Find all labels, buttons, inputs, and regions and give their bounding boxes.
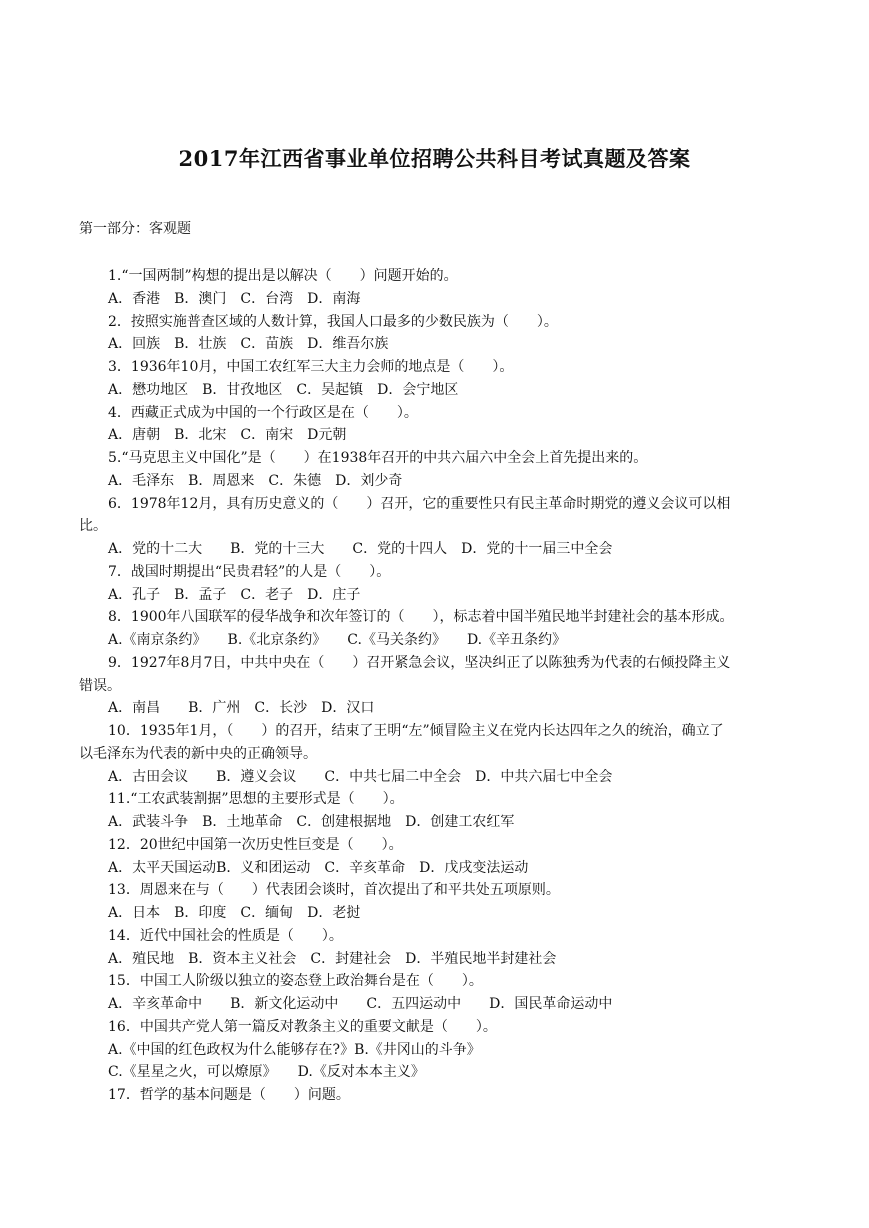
text-line: A．日本 B．印度 C．缅甸 D．老挝	[108, 905, 361, 921]
text-line: A．孔子 B．孟子 C．老子 D．庄子	[108, 586, 361, 603]
text-line: 14．近代中国社会的性质是（ ）。	[108, 927, 343, 944]
text-line: A．党的十二大 B．党的十三大 C．党的十四人 D．党的十一届三中全会	[108, 541, 613, 557]
text-line: A.《中国的红色政权为什么能够存在?》B.《井冈山的斗争》	[108, 1041, 481, 1058]
text-line: 13．周恩来在与（ ）代表团会谈时，首次提出了和平共处五项原则。	[108, 882, 560, 899]
text-line: 比。	[79, 518, 107, 535]
question-list	[79, 265, 794, 1107]
text-line: 1.“一国两制”构想的提出是以解决（ ）问题开始的。	[108, 268, 458, 284]
text-line: 10．1935年1月，（ ）的召开，结束了王明“左”倾冒险主义在党内长达四年之久的统治，确立了	[108, 723, 724, 739]
text-line: 9．1927年8月7日，中共中央在（ ）召开紧急会议，坚决纠正了以陈独秀为代表的右倾投降主义	[108, 654, 731, 671]
page-title: 2017年江西省事业单位招聘公共科目考试真题及答案	[178, 146, 691, 171]
text-line: A．武装斗争 B．土地革命 C．创建根据地 D．创建工农红军	[108, 814, 515, 830]
text-line: 16．中国共产党人第一篇反对教条主义的重要文献是（ ）。	[108, 1018, 497, 1035]
text-line: 以毛泽东为代表的新中央的正确领导。	[79, 745, 317, 762]
text-line: 7．战国时期提出“民贵君轻”的人是（ ）。	[108, 563, 391, 580]
text-line: 17．哲学的基本问题是（ ）问题。	[108, 1087, 350, 1103]
text-line: A．回族 B．壮族 C．苗族 D．维吾尔族	[108, 336, 389, 353]
text-line: A．懋功地区 B．甘孜地区 C．吴起镇 D．会宁地区	[108, 381, 459, 398]
text-line: 4．西藏正式成为中国的一个行政区是在（ ）。	[108, 404, 418, 421]
text-line: A．古田会议 B．遵义会议 C．中共七届二中全会 D．中共六届七中全会	[108, 768, 613, 785]
section-heading: 第一部分：客观题	[79, 221, 191, 237]
text-line: 错误。	[79, 677, 121, 694]
text-line: C.《星星之火，可以燎原》 D.《反对本本主义》	[108, 1064, 425, 1081]
text-line: A．唐朝 B．北宋 C．南宋 D元朝	[108, 427, 347, 444]
text-line: 3．1936年10月，中国工农红军三大主力会师的地点是（ ）。	[108, 359, 514, 375]
text-line: 2．按照实施普查区域的人数计算，我国人口最多的少数民族为（ ）。	[108, 313, 558, 330]
text-line: A．毛泽东 B．周恩来 C．朱德 D．刘少奇	[108, 472, 403, 489]
text-line: 15．中国工人阶级以独立的姿态登上政治舞台是在（ ）。	[108, 973, 483, 990]
text-line: A.《南京条约》 B.《北京条约》 C.《马关条约》 D.《辛丑条约》	[108, 632, 567, 648]
text-line: 12．20世纪中国第一次历史性巨变是（ ）。	[108, 836, 403, 853]
text-line: A．殖民地 B．资本主义社会 C．封建社会 D．半殖民地半封建社会	[108, 950, 557, 967]
text-line: A．香港 B．澳门 C．台湾 D．南海	[108, 290, 361, 307]
text-line: 6．1978年12月，具有历史意义的（ ）召开，它的重要性只有民主革命时期党的遵义会议可以相	[108, 495, 731, 512]
text-line: 8．1900年八国联军的侵华战争和次年签订的（ ），标志着中国半殖民地半封建社会的基本形成。	[108, 609, 734, 626]
text-line: 11.“工农武装割据”思想的主要形式是（ ）。	[108, 791, 404, 808]
text-line: 5.“马克思主义中国化”是（ ）在1938年召开的中共六届六中全会上首先提出来的。	[108, 450, 648, 466]
text-line: A．南昌 B．广州 C．长沙 D．汉口	[108, 700, 375, 717]
text-line: A．辛亥革命中 B．新文化运动中 C．五四运动中 D．国民革命运动中	[108, 996, 613, 1012]
text-line: A．太平天国运动B．义和团运动 C．辛亥革命 D．戊戌变法运动	[108, 859, 529, 876]
